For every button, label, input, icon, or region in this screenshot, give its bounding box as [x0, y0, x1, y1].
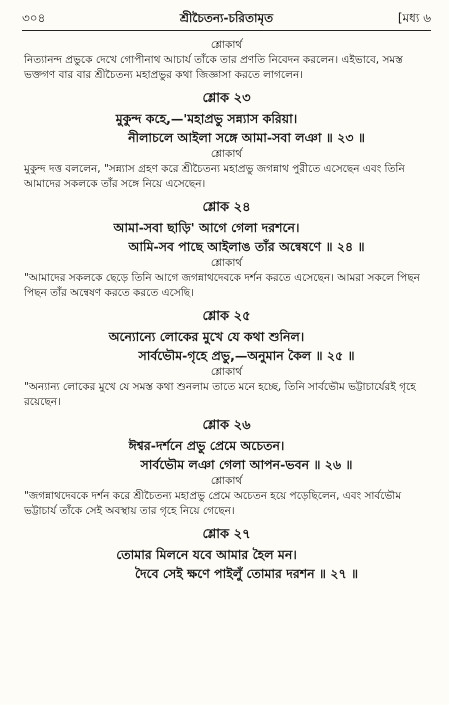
book-title: শ্রীচৈতন্য-চরিতামৃত	[179, 11, 274, 25]
verse-line-2: নীলাচলে আইলা সঙ্গে আমা-সবা লঞা ॥ ২৩ ॥	[128, 130, 365, 145]
verse-heading: শ্লোক ২৪	[202, 200, 251, 215]
translation-label: শ্লোকার্থ	[210, 366, 243, 378]
verse-text	[24, 218, 429, 256]
page-content	[24, 38, 429, 583]
verse-heading: শ্লোক ২৭	[202, 527, 251, 542]
verse-heading: শ্লোক ২৫	[202, 309, 251, 324]
verse-text	[24, 109, 429, 147]
verse-line-1: ঈশ্বর-দর্শনে প্রভু প্রেমে অচেতন।	[128, 438, 285, 453]
verse-line-1: তোমার মিলনে যবে আমার হৈল মন।	[116, 547, 297, 562]
verse-line-2: সার্বভৌম-গৃহে প্রভু,—অনুমান কৈল ॥ ২৫ ॥	[138, 348, 355, 363]
translation-text: নিত্যানন্দ প্রভুকে দেখে গোপীনাথ আচার্য তাঁকে তার প্রণতি নিবেদন করলেন। এইভাবে, সমস্ত ভক্তগণ বার বার শ্রীচৈতন্য মহাপ্রভুর কথা জিজ্ঞাসা করতে লাগলেন।	[24, 54, 403, 81]
translation-text: "অন্যান্য লোকের মুখে যে সমস্ত কথা শুনলাম তাতে মনে হচ্ছে, তিনি সার্বভৌম ভট্টাচার্যেরই গৃহে রয়েছেন।	[24, 381, 416, 408]
page-number: ৩০৪	[22, 11, 46, 25]
translation-text: মুকুন্দ দত্ত বললেন, "সন্ন্যাস গ্রহণ করে শ্রীচৈতন্য মহাপ্রভু জগন্নাথ পুরীতে এসেছেন এবং তিনি আমাদের সকলকে তাঁর সঙ্গে নিয়ে এসেছেন।	[24, 163, 405, 190]
verse-text	[24, 545, 429, 583]
header-rule	[22, 30, 431, 31]
translation-text: "জগন্নাথদেবকে দর্শন করে শ্রীচৈতন্য মহাপ্রভু প্রেমে অচেতন হয়ে পড়েছিলেন, এবং সার্বভৌম ভট্টাচার্য তাঁকে সেই অবস্থায় তার গৃহে নিয়ে গেছেন।	[24, 490, 402, 517]
verse-line-1: মুকুন্দ কহে,—'মহাপ্রভু সন্ন্যাস করিয়া।	[115, 111, 298, 126]
translation-label: শ্লোকার্থ	[210, 475, 243, 487]
page-header	[22, 8, 431, 30]
verse-heading: শ্লোক ২৬	[202, 418, 251, 433]
section-marker: [মধ্য ৬	[397, 11, 431, 25]
verse-heading: শ্লোক ২৩	[202, 91, 251, 106]
translation-label: শ্লোকার্থ	[210, 257, 243, 269]
verse-line-1: অন্যোন্যে লোকের মুখে যে কথা শুনিল।	[108, 329, 305, 344]
verse-text	[24, 436, 429, 474]
verse-line-2: সার্বভৌম লঞা গেলা আপন-ভবন ॥ ২৬ ॥	[140, 457, 353, 472]
verse-line-2: আমি-সব পাছে আইলাঙ তাঁর অন্বেষণে ॥ ২৪ ॥	[128, 239, 365, 254]
translation-label: শ্লোকার্থ	[210, 148, 243, 160]
translation-text: "আমাদের সকলকে ছেড়ে তিনি আগে জগন্নাথদেবকে দর্শন করতে এসেছেন। আমরা সকলে পিছন পিছন তাঁর অন্বেষণ করতে করতে এসেছি।	[24, 272, 420, 299]
translation-label: শ্লোকার্থ	[210, 39, 243, 51]
verse-line-2: দৈবে সেই ক্ষণে পাইলুঁ তোমার দরশন ॥ ২৭ ॥	[134, 566, 359, 581]
verse-text	[24, 327, 429, 365]
verse-line-1: আমা-সবা ছাড়ি' আগে গেলা দরশনে।	[113, 220, 300, 235]
